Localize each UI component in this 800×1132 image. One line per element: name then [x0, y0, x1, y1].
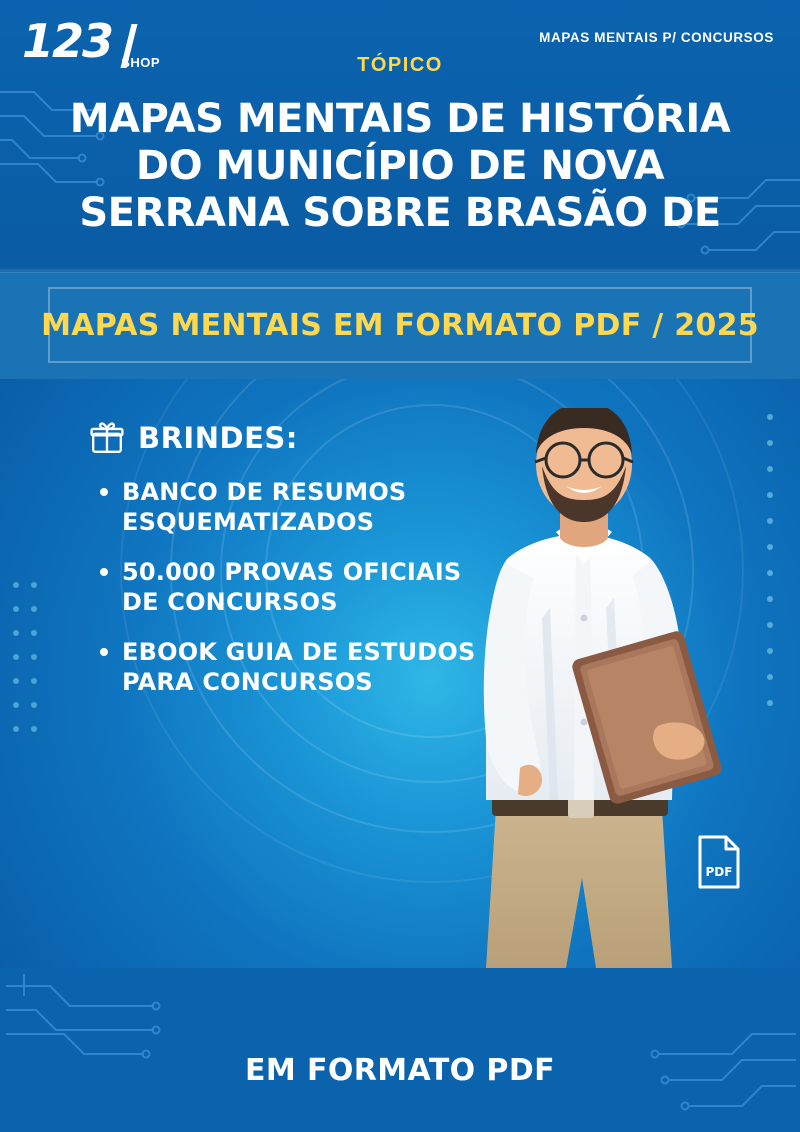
trousers	[486, 808, 672, 968]
logo-sub-text: SHOP	[121, 55, 160, 70]
list-item: 50.000 PROVAS OFICIAIS DE CONCURSOS	[122, 557, 482, 617]
subtitle-frame	[41, 287, 759, 363]
logo-main-text: 123	[22, 14, 113, 68]
dot-grid-right	[762, 409, 792, 729]
bonus-label: BRINDES:	[138, 421, 298, 455]
subtitle-text: MAPAS MENTAIS EM FORMATO PDF / 2025	[41, 307, 759, 343]
footer-text: EM FORMATO PDF	[244, 1052, 556, 1088]
header-band	[0, 0, 800, 272]
topic-label: TÓPICO	[357, 54, 443, 76]
header-tagline: MAPAS MENTAIS P/ CONCURSOS	[539, 30, 774, 45]
page-title: MAPAS MENTAIS DE HISTÓRIA DO MUNICÍPIO DE NOVA SERRANA SOBRE BRASÃO DE	[69, 96, 731, 236]
gift-icon	[90, 421, 124, 455]
list-item: BANCO DE RESUMOS ESQUEMATIZADOS	[122, 477, 482, 537]
dot-grid-left	[10, 579, 56, 749]
list-item: EBOOK GUIA DE ESTUDOS PARA CONCURSOS	[122, 637, 482, 697]
bonus-list	[96, 477, 482, 717]
bonus-header	[90, 421, 298, 455]
pdf-badge-label: PDF	[705, 865, 733, 879]
body-area	[0, 379, 800, 968]
pdf-file-icon	[696, 834, 742, 890]
footer-band	[0, 968, 800, 1132]
subtitle-band	[0, 272, 800, 381]
